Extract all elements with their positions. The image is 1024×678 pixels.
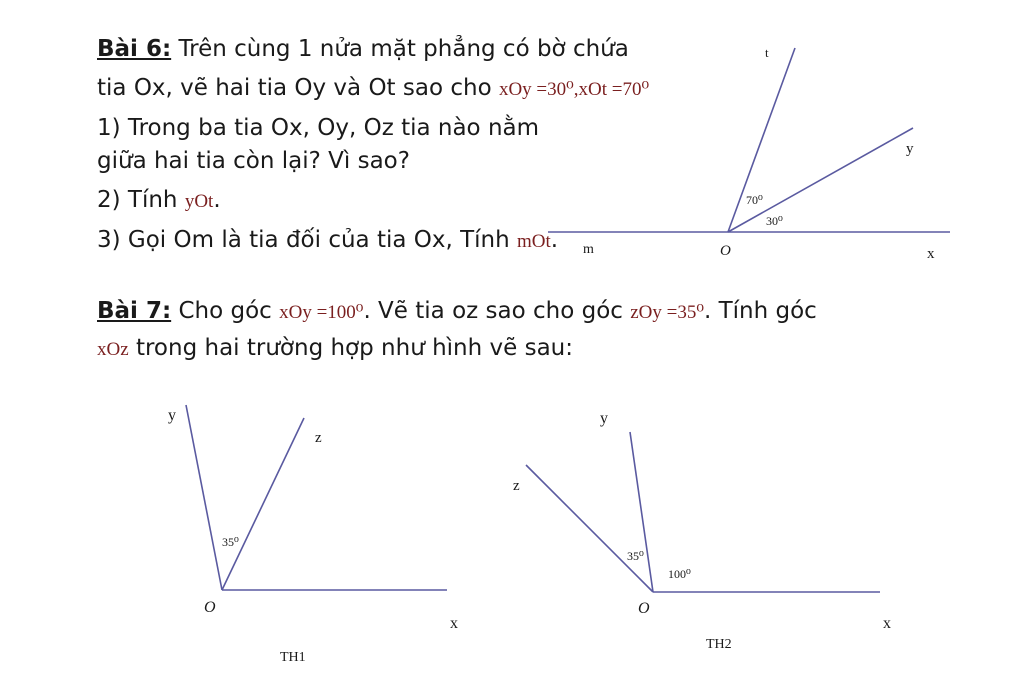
bai7-math-zoy: zOy =35⁰ [630,302,704,323]
label-t: t [765,45,769,60]
bai6-q1-a: 1) Trong ba tia Ox, Oy, Oz tia nào nằm [97,115,540,141]
bai6-figure [548,45,950,262]
label-m: m [583,242,594,257]
bai7-math-xoz: xOz [97,339,129,360]
th2-caption: TH2 [706,637,732,652]
th2-ray-oy [630,432,653,592]
bai6-text-1: Trên cùng 1 nửa mặt phẳng có bờ chứa [171,36,629,62]
bai7-text-a: Cho góc [171,298,280,324]
bai7-title: Bài 7: [97,298,172,324]
th2-angle-35: 35⁰ [627,549,644,563]
bai7-math-xoy: xOy =100⁰ [279,302,364,323]
th1-ray-oy [186,405,222,590]
bai6-q3-math: mOt [517,231,551,252]
th2-label-z: z [513,478,520,494]
th1-caption: TH1 [280,650,306,665]
th1-ray-oz [222,418,304,590]
bai6-q2-text: 2) Tính [97,187,185,213]
bai7-text-2: trong hai trường hợp như hình vẽ sau: [128,335,573,361]
label-o: O [720,243,731,259]
bai6-q1-b: giữa hai tia còn lại? Vì sao? [97,148,410,174]
th1-label-x: x [450,615,458,632]
th2-ray-oz [526,465,653,592]
bai6-title: Bài 6: [97,36,172,62]
th1-label-y: y [168,407,176,424]
bai6-text-2: tia Ox, vẽ hai tia Oy và Ot sao cho [97,75,499,101]
bai7-text-c: . Tính góc [703,298,817,324]
label-x: x [927,246,935,262]
th1-figure [168,405,458,665]
ray-oy [728,128,913,232]
th2-label-x: x [883,615,891,632]
angle-70: 70⁰ [746,193,763,207]
bai7-text-b: . Vẽ tia oz sao cho góc [363,298,631,324]
th2-angle-100: 100⁰ [668,567,691,581]
th1-label-z: z [315,430,322,446]
bai6-q3-end: . [550,227,559,253]
bai6-q2-end: . [213,187,221,213]
th2-figure [513,410,891,652]
th1-label-o: O [204,599,216,616]
label-y: y [906,141,914,157]
bai6-q2-math: yOt [184,191,214,212]
bai6-q3-text: 3) Gọi Om là tia đối của tia Ox, Tính [97,227,517,253]
bai6-math-angles: xOy =30⁰,xOt =70⁰ [498,79,650,100]
th1-angle-35: 35⁰ [222,535,239,549]
angle-30: 30⁰ [766,214,783,228]
th2-label-y: y [600,410,608,427]
th2-label-o: O [638,600,650,617]
